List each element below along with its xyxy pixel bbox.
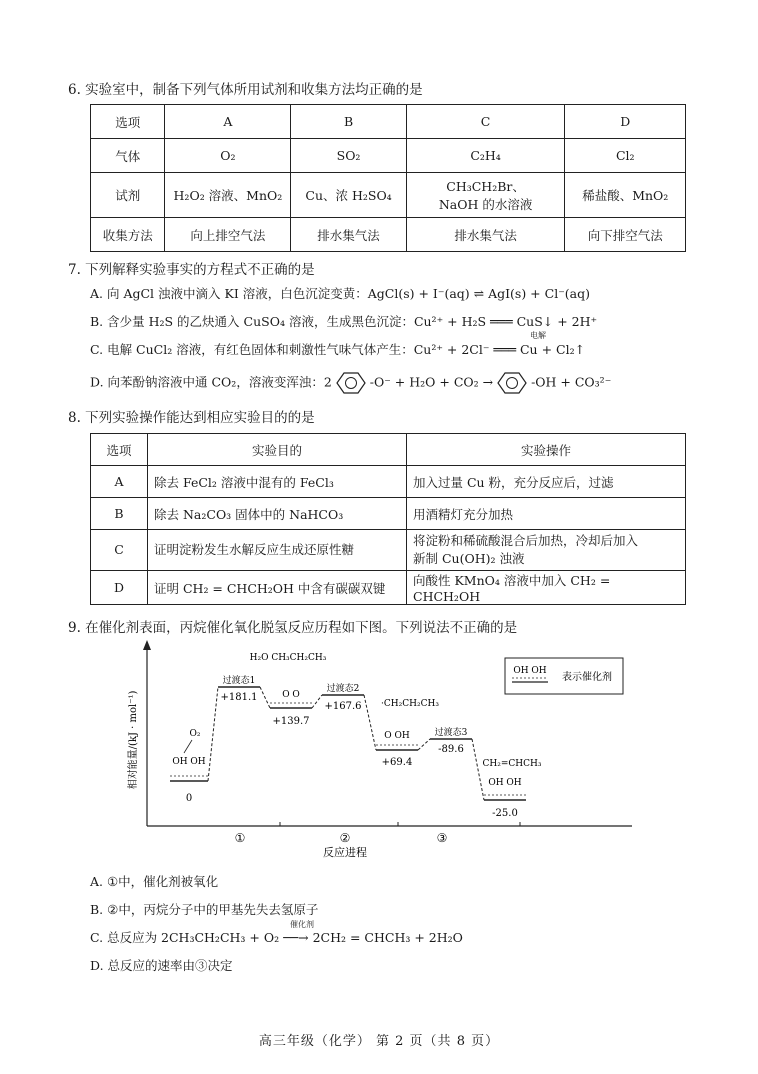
q9-stem: 9. 在催化剂表面，丙烷催化氧化脱氢反应历程如下图。下列说法不正确的是 <box>68 620 518 636</box>
cell: Cl₂ <box>565 139 686 173</box>
cell: 排水集气法 <box>406 218 565 252</box>
q8-stem: 8. 下列实验操作能达到相应实验目的的是 <box>68 410 315 426</box>
energy-diagram <box>120 640 640 865</box>
page-footer: 高三年级（化学） 第 2 页（共 8 页） <box>258 1034 500 1049</box>
cell: O₂ <box>165 139 291 173</box>
cell: 排水集气法 <box>291 218 406 252</box>
level-species: 过渡态2 <box>326 684 360 694</box>
cell: 实验目的 <box>148 434 407 466</box>
q7-option-a: A. 向 AgCl 浊液中滴入 KI 溶液，白色沉淀变黄：AgCl(s) + I⁻(aq) ⇌ AgI(s) + Cl⁻(aq) <box>90 286 591 301</box>
q6-stem: 6. 实验室中，制备下列气体所用试剂和收集方法均正确的是 <box>68 82 423 98</box>
cell: 向酸性 KMnO₄ 溶液中加入 CH₂ = CHCH₂OH <box>407 571 686 605</box>
level-species: 过渡态3 <box>434 728 468 738</box>
level-extra: O₂ <box>189 729 201 739</box>
q7-c-condition: 电解 <box>530 331 546 340</box>
step-label: ③ <box>436 831 448 845</box>
q9-option-b: B. ②中，丙烷分子中的甲基先失去氢原子 <box>90 902 319 917</box>
legend <box>505 658 623 694</box>
cell: 选项 <box>91 434 148 466</box>
q7-d-suffix: -OH + CO₃²⁻ <box>531 374 612 390</box>
level-species: O OH <box>384 731 410 741</box>
level-species: O O <box>282 690 300 700</box>
level-energy: +167.6 <box>324 701 362 712</box>
y-axis-arrow <box>143 640 151 650</box>
cell-line: 将淀粉和稀硫酸混合后加热，冷却后加入 <box>413 533 639 548</box>
cell: 试剂 <box>91 173 165 218</box>
step-label: ② <box>339 831 351 845</box>
q9-c-condition: 催化剂 <box>290 920 314 929</box>
cell: C <box>91 530 148 571</box>
q6-table <box>90 104 686 252</box>
cell: D <box>565 105 686 139</box>
cell-line: CH₃CH₂Br、 <box>446 179 525 194</box>
cell: 证明淀粉发生水解反应生成还原性糖 <box>148 530 407 571</box>
level-species: OH OH <box>172 757 206 767</box>
level-extra: CH₂=CHCH₃ <box>482 759 542 769</box>
level-extra: ·CH₂CH₂CH₃ <box>381 699 439 709</box>
level-2 <box>250 653 327 727</box>
q8-table <box>90 433 686 605</box>
level-energy: +139.7 <box>272 716 310 727</box>
cell: Cu、浓 H₂SO₄ <box>291 173 406 218</box>
level-energy: -25.0 <box>492 808 518 819</box>
cell: 实验操作 <box>407 434 686 466</box>
cell: 向下排空气法 <box>565 218 686 252</box>
cell: 用酒精灯充分加热 <box>407 498 686 530</box>
cell: A <box>91 466 148 498</box>
q7-option-b: B. 含少量 H₂S 的乙炔通入 CuSO₄ 溶液，生成黑色沉淀：Cu²⁺ + H₂S ═══ CuS↓ + 2H⁺ <box>90 314 598 329</box>
cell <box>406 173 565 218</box>
step-label: ① <box>234 831 246 845</box>
benzene-ring-icon <box>336 372 366 394</box>
q7-d-mid: -O⁻ + H₂O + CO₂ → <box>369 374 494 390</box>
cell: 向上排空气法 <box>165 218 291 252</box>
cell: A <box>165 105 291 139</box>
cell: 选项 <box>91 105 165 139</box>
level-0 <box>170 729 208 804</box>
cell <box>407 530 686 571</box>
x-axis-label: 反应进程 <box>323 846 367 859</box>
cell-line: 新制 Cu(OH)₂ 浊液 <box>413 551 525 566</box>
q7-d-prefix: D. 向苯酚钠溶液中通 CO₂，溶液变浑浊：2 <box>90 374 332 390</box>
q7-stem: 7. 下列解释实验事实的方程式不正确的是 <box>68 262 315 278</box>
cell: H₂O₂ 溶液、MnO₂ <box>165 173 291 218</box>
q9-option-a: A. ①中，催化剂被氧化 <box>90 874 219 889</box>
level-extra: H₂O CH₃CH₂CH₃ <box>249 653 327 663</box>
level-6 <box>483 759 542 819</box>
legend-oh: OH OH <box>513 666 547 676</box>
level-ts2 <box>322 682 364 712</box>
q7-option-d <box>90 372 611 394</box>
level-energy: -89.6 <box>438 744 464 755</box>
cell: 加入过量 Cu 粉，充分反应后，过滤 <box>407 466 686 498</box>
cell: 证明 CH₂ = CHCH₂OH 中含有碳碳双键 <box>148 571 407 605</box>
cell: 稀盐酸、MnO₂ <box>565 173 686 218</box>
cell: C <box>406 105 565 139</box>
level-energy: +181.1 <box>220 692 258 703</box>
cell: D <box>91 571 148 605</box>
q7-option-c: C. 电解 CuCl₂ 溶液，有红色固体和刺激性气味气体产生：Cu²⁺ + 2Cl⁻ ═══ Cu + Cl₂↑ <box>90 342 586 357</box>
y-axis-label: 相对能量/(kJ · mol⁻¹) <box>128 690 139 790</box>
legend-label: 表示催化剂 <box>562 672 612 683</box>
level-ts1 <box>218 674 260 703</box>
cell: B <box>291 105 406 139</box>
cell-line: NaOH 的水溶液 <box>438 197 533 212</box>
level-4 <box>376 699 439 768</box>
q9-option-c: C. 总反应为 2CH₃CH₂CH₃ + O₂ ──→ 2CH₂ = CHCH₃ + 2H₂O <box>90 930 463 945</box>
level-species: 过渡态1 <box>222 676 256 686</box>
cell: 除去 FeCl₂ 溶液中混有的 FeCl₃ <box>148 466 407 498</box>
cell: 气体 <box>91 139 165 173</box>
cell: 除去 Na₂CO₃ 固体中的 NaHCO₃ <box>148 498 407 530</box>
level-energy: 0 <box>185 793 193 804</box>
cell: 收集方法 <box>91 218 165 252</box>
cell: C₂H₄ <box>406 139 565 173</box>
level-ts3 <box>430 726 472 755</box>
cell: SO₂ <box>291 139 406 173</box>
level-species: OH OH <box>488 778 522 788</box>
q9-option-d: D. 总反应的速率由③决定 <box>90 958 233 973</box>
benzene-ring-icon <box>497 372 527 394</box>
cell: B <box>91 498 148 530</box>
level-energy: +69.4 <box>381 757 413 768</box>
